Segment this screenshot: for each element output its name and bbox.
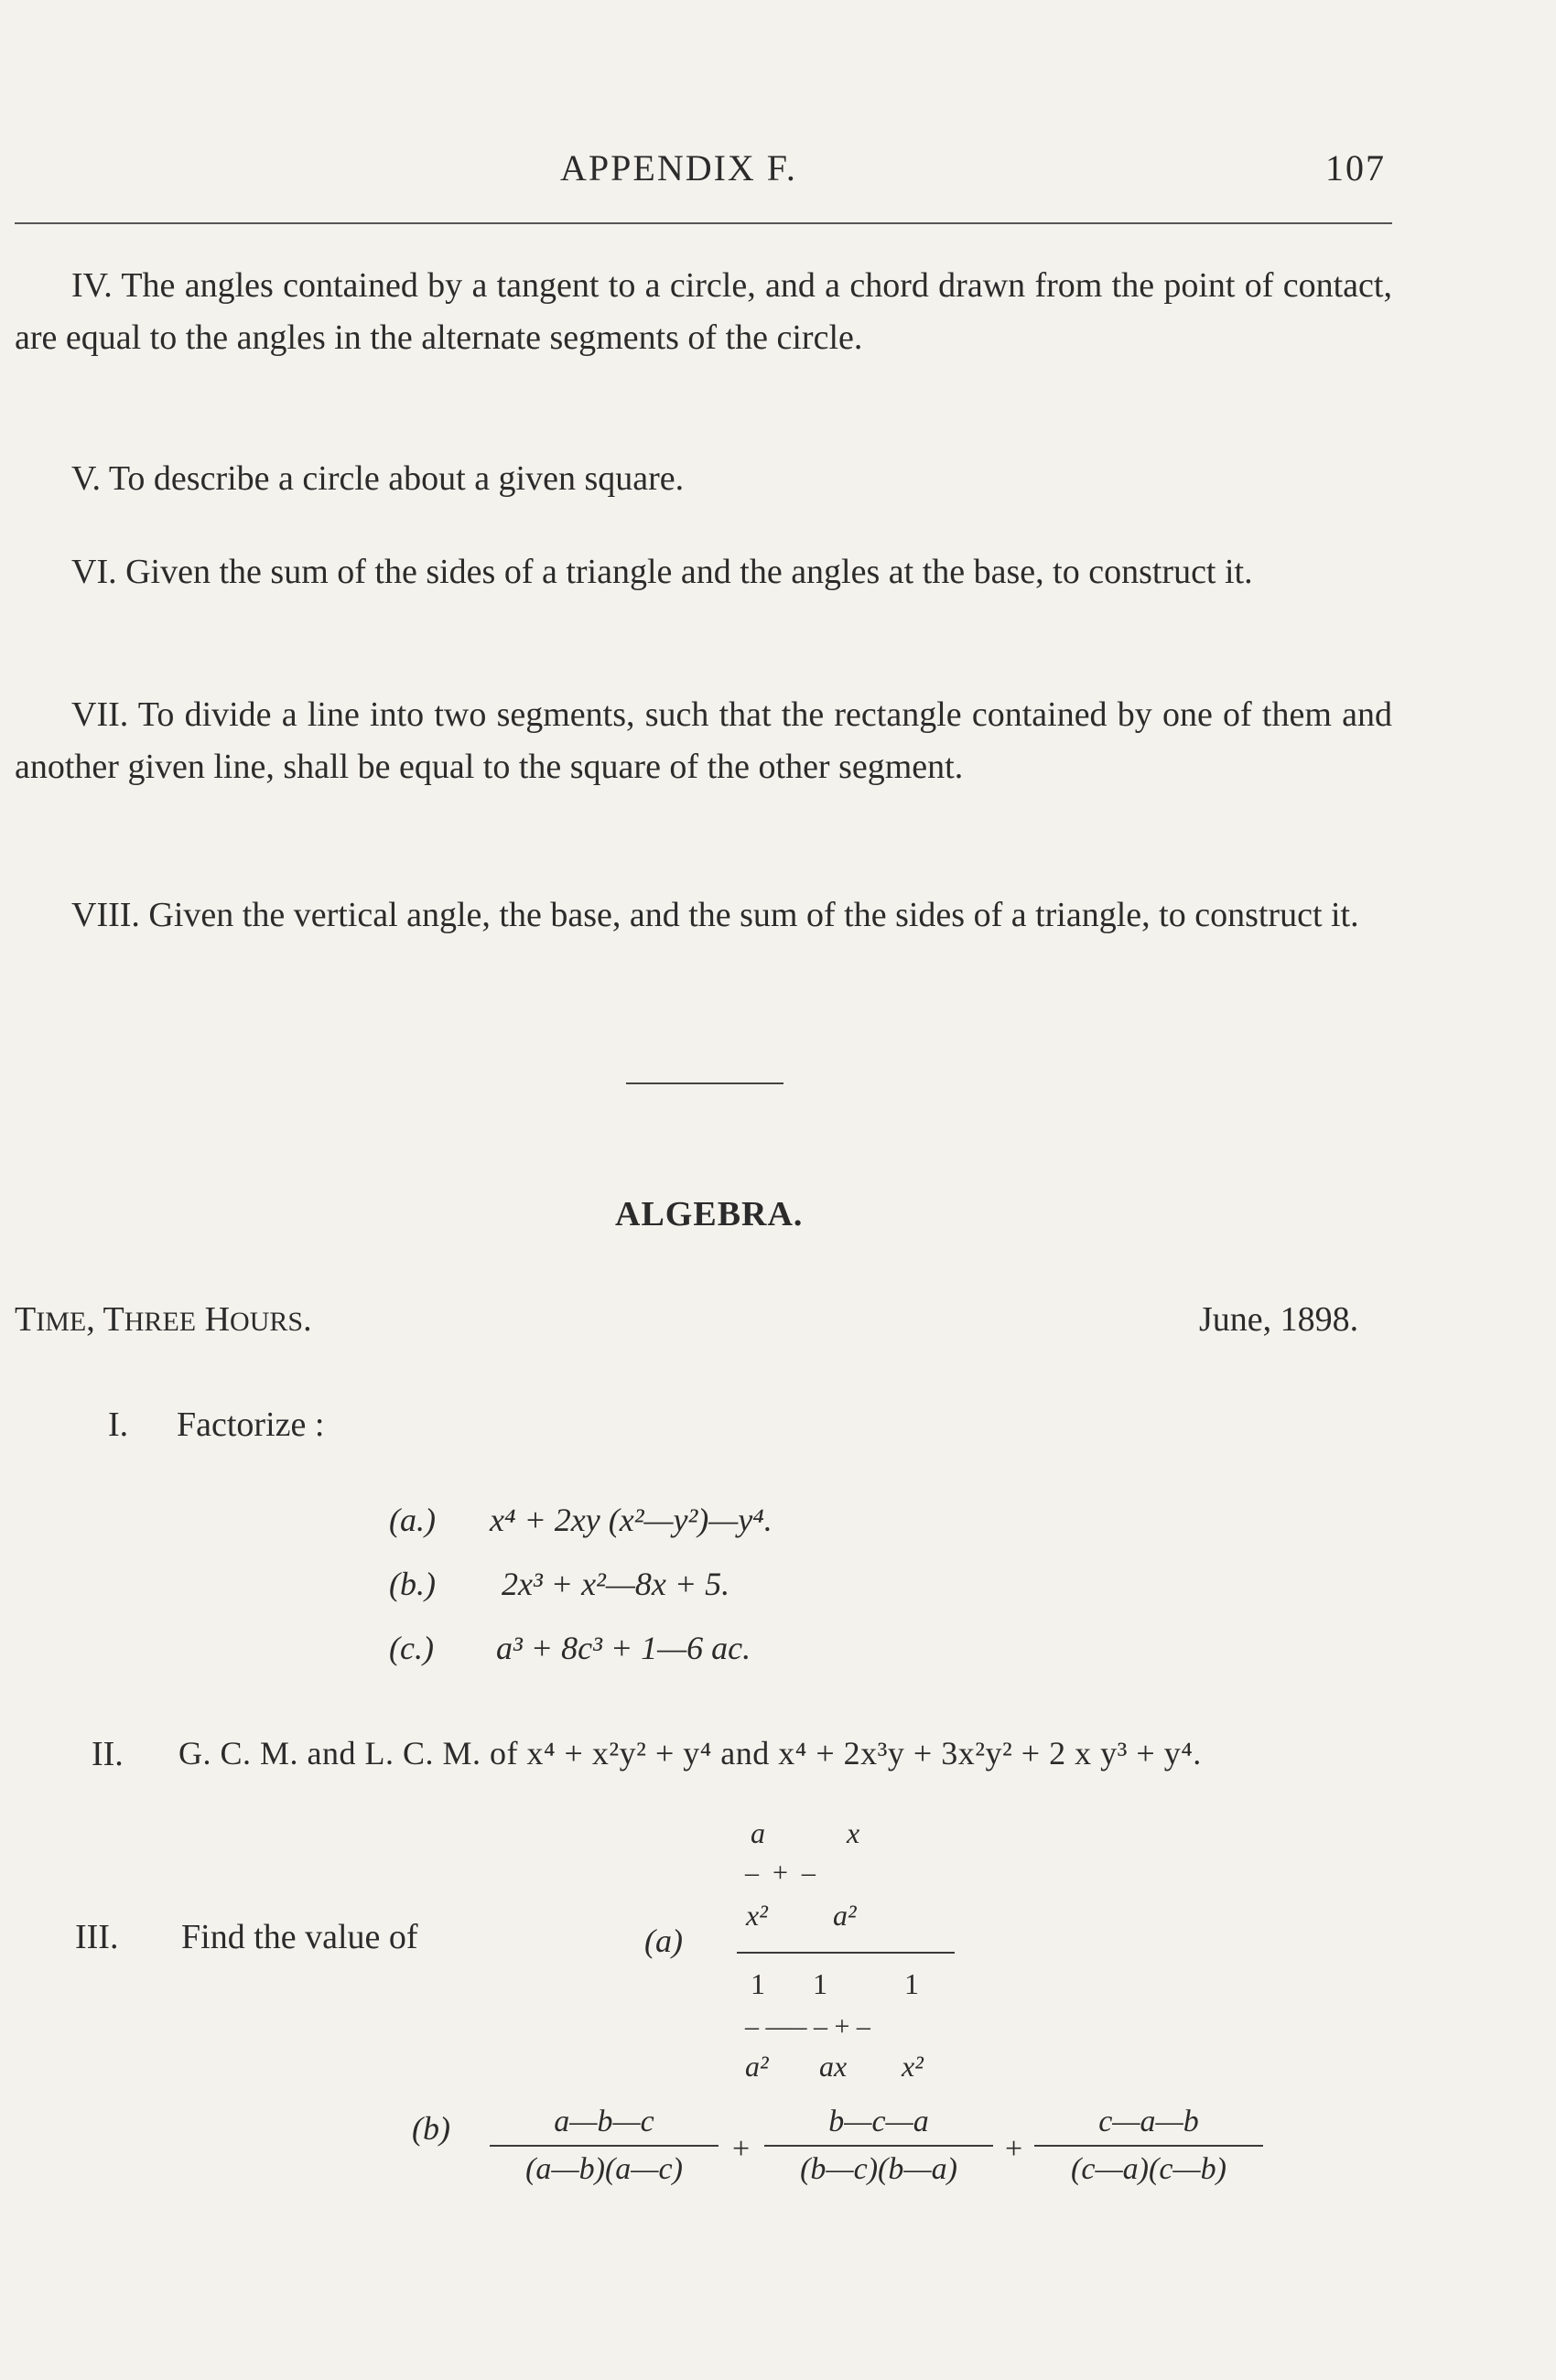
compound-denominator-1a: 1 bbox=[751, 1967, 765, 2000]
fraction-3 bbox=[1034, 2105, 1263, 2187]
fraction-2 bbox=[764, 2105, 993, 2187]
compound-denominator-1c: 1 bbox=[904, 1967, 919, 2000]
question-vi: VI. Given the sum of the sides of a triangle and the angles at the base, to construct it. bbox=[71, 553, 1253, 591]
question-i-label: Factorize : bbox=[177, 1405, 325, 1444]
compound-numerator-a2: a² bbox=[833, 1899, 857, 1932]
compound-numerator-separator: – + – bbox=[745, 1858, 816, 1888]
factorize-c-label: (c.) bbox=[389, 1630, 434, 1666]
question-iv: IV. The angles contained by a tangent to a circle, and a chord drawn from the point of contact, are equal to the angles in the alternate segments of the circle. bbox=[15, 266, 1392, 357]
section-divider bbox=[626, 1082, 783, 1084]
running-header-title: APPENDIX F. bbox=[560, 147, 797, 188]
section-title-algebra: ALGEBRA. bbox=[615, 1195, 804, 1233]
header-rule bbox=[15, 222, 1392, 224]
fraction-3-numerator: c—a—b bbox=[1098, 2105, 1199, 2138]
question-vii: VII. To divide a line into two segments, such that the rectangle contained by one of them and another given line, shall be equal to the square of the other segment. bbox=[15, 695, 1392, 786]
fraction-1-denominator: (a—b)(a—c) bbox=[525, 2152, 683, 2186]
factorize-a-expression: x⁴ + 2xy (x²—y²)—y⁴. bbox=[490, 1502, 773, 1538]
question-i-number: I. bbox=[108, 1405, 129, 1444]
exam-date: June, 1898. bbox=[1199, 1300, 1359, 1339]
compound-numerator-a: a bbox=[751, 1816, 765, 1849]
compound-denominator-a2: a² bbox=[745, 2050, 769, 2083]
question-v: V. To describe a circle about a given square. bbox=[71, 459, 685, 498]
exam-duration: TIME, THREE HOURS. bbox=[15, 1300, 312, 1339]
question-ii-number: II. bbox=[92, 1735, 124, 1773]
compound-numerator-x2: x² bbox=[746, 1899, 768, 1932]
compound-denominator-separator: – —– – + – bbox=[745, 2011, 870, 2041]
question-viii: VIII. Given the vertical angle, the base, and the sum of the sides of a triangle, to construct it. bbox=[71, 896, 1359, 934]
compound-denominator-1b: 1 bbox=[813, 1967, 827, 2000]
fraction-2-denominator: (b—c)(b—a) bbox=[800, 2152, 957, 2186]
fraction-2-numerator: b—c—a bbox=[828, 2105, 929, 2138]
expression-b-label: (b) bbox=[412, 2110, 450, 2147]
compound-fraction-label: (a) bbox=[644, 1922, 683, 1959]
page-number: 107 bbox=[1325, 147, 1386, 188]
question-iii-number: III. bbox=[75, 1918, 119, 1956]
fraction-1-numerator: a—b—c bbox=[554, 2105, 654, 2138]
compound-denominator-x2: x² bbox=[902, 2050, 924, 2083]
question-iii-label: Find the value of bbox=[181, 1918, 418, 1956]
compound-denominator-ax: ax bbox=[819, 2050, 848, 2083]
question-ii-text: G. C. M. and L. C. M. of x⁴ + x²y² + y⁴ and x⁴ + 2x³y + 3x²y² + 2 x y³ + y⁴. bbox=[178, 1735, 1202, 1772]
plus-sign-2: + bbox=[1005, 2132, 1023, 2166]
factorize-a-label: (a.) bbox=[389, 1502, 436, 1538]
compound-fraction-bar bbox=[737, 1952, 955, 1954]
factorize-b-expression: 2x³ + x²—8x + 5. bbox=[502, 1566, 730, 1602]
plus-sign-1: + bbox=[732, 2132, 751, 2166]
fraction-3-denominator: (c—a)(c—b) bbox=[1071, 2152, 1226, 2186]
compound-numerator-x: x bbox=[847, 1816, 860, 1849]
factorize-c-expression: a³ + 8c³ + 1—6 ac. bbox=[496, 1630, 751, 1666]
factorize-b-label: (b.) bbox=[389, 1566, 436, 1602]
fraction-1 bbox=[490, 2105, 719, 2187]
